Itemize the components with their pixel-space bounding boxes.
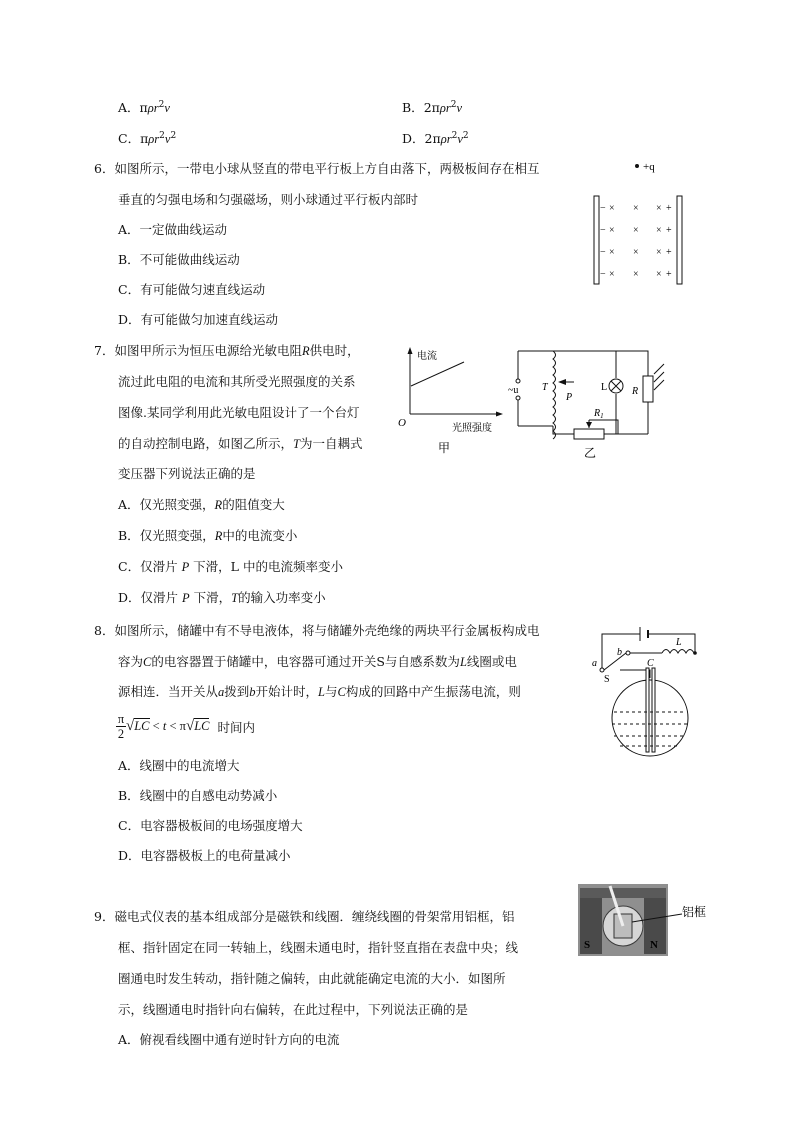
charge-label: +q: [643, 161, 655, 173]
q8-stem-line2: 容为C的电容器置于储罐中，电容器可通过开关S与自感系数为L线圈或电: [118, 654, 517, 669]
right-plate: [677, 196, 682, 284]
q6-stem-line2: 垂直的匀强电场和匀强磁场，则小球通过平行板内部时: [118, 192, 419, 207]
q6-option-d: D．有可能做匀加速直线运动: [118, 312, 279, 327]
q7-stem-line4: 的自动控制电路，如图乙所示，T为一自耦式: [118, 436, 363, 451]
q8-stem-line3: 源相连．当开关从a拨到b开始计时，L与C构成的回路中产生振荡电流，则: [118, 684, 521, 699]
transformer-coil: [553, 351, 556, 439]
label-S: S: [604, 674, 610, 685]
q8-stem-line1: 8．如图所示，储罐中有不导电液体，将与储罐外壳绝缘的两块平行金属板构成电: [94, 623, 540, 638]
label-L: L: [676, 637, 682, 648]
left-wire: [518, 351, 553, 426]
q6-stem-line1: 6．如图所示，一带电小球从竖直的带电平行板上方自由落下，两极板间存在相互: [94, 161, 540, 176]
charged-ball: [635, 164, 639, 168]
cross-mark: ×: [633, 225, 639, 236]
minus-sign: −: [600, 225, 606, 236]
x-axis-arrow: [496, 412, 503, 417]
q8-option-b: B．线圈中的自感电动势减小: [118, 788, 278, 803]
left-plate: [594, 196, 599, 284]
q9-galvanometer-photo: [578, 884, 724, 960]
q7-option-c: C．仅滑片 P 下滑，L 中的电流频率变小: [118, 559, 343, 574]
graph-caption: 甲: [438, 441, 451, 455]
minus-sign: −: [600, 247, 606, 258]
q7-lamp-control-circuit: [508, 344, 668, 462]
q6-parallel-plates-figure: [590, 158, 695, 290]
q8-option-d: D．电容器极板上的电荷量减小: [118, 848, 291, 863]
cross-mark: ×: [656, 247, 662, 258]
cross-mark: ×: [609, 247, 615, 258]
q9-stem-line1: 9．磁电式仪表的基本组成部分是磁铁和线圈．缠绕线圈的骨架常用铝框，铝: [94, 909, 515, 924]
q7-option-a: A．仅光照变强，R的阻值变大: [118, 497, 285, 512]
q9-option-a: A．俯视看线圈中通有逆时针方向的电流: [118, 1032, 340, 1047]
slider-label: P: [566, 392, 573, 403]
plus-sign: +: [666, 247, 672, 258]
x-axis-label: 光照强度: [452, 423, 492, 434]
cross-mark: ×: [609, 269, 615, 280]
q6-option-a: A．一定做曲线运动: [118, 222, 228, 237]
label-b: b: [617, 647, 622, 658]
q7-option-b: B．仅光照变强，R中的电流变小: [118, 528, 298, 543]
origin-label: O: [398, 417, 406, 429]
q7-current-vs-light-graph: [396, 346, 506, 458]
photoresistor-R: [643, 376, 653, 402]
cross-mark: ×: [633, 247, 639, 258]
lamp-label: L: [601, 382, 608, 393]
cross-mark: ×: [633, 269, 639, 280]
cross-mark: ×: [656, 203, 662, 214]
q5-option-c: C．$\pi\rho r^2v^2$: [118, 131, 177, 147]
q9-stem-line3: 圈通电时发生转动，指针随之偏转，由此就能确定电流的大小．如图所: [118, 971, 506, 986]
label-S: S: [584, 939, 591, 951]
resistor-R-label: R: [632, 386, 639, 397]
aluminum-frame-label: 铝框: [682, 905, 707, 919]
circuit-caption: 乙: [584, 446, 597, 460]
q8-time-formula: $\frac{\pi}{2}$ √LC < t < π√LC 时间内: [117, 712, 255, 741]
resistor-R1-label: $R_1$: [594, 408, 604, 420]
slider-R1-arrow: [586, 422, 592, 428]
q8-option-a: A．线圈中的电流增大: [118, 758, 240, 773]
cross-mark: ×: [633, 203, 639, 214]
contact-a: [600, 668, 604, 672]
q7-stem-line5: 变压器下列说法正确的是: [118, 466, 256, 481]
yoke: [580, 888, 666, 898]
cross-mark: ×: [656, 269, 662, 280]
q5-option-a: A．πρr$^2$v: [118, 100, 170, 116]
cross-mark: ×: [609, 225, 615, 236]
light-arrows: [654, 364, 664, 390]
q7-stem-line1: 7．如图甲所示为恒压电源给光敏电阻R供电时，: [94, 343, 360, 358]
resistor-R1: [574, 429, 604, 439]
plus-sign: +: [666, 225, 672, 236]
y-axis-label: 电流: [417, 351, 437, 362]
transformer-label: T: [542, 382, 548, 393]
tank: [612, 680, 688, 756]
source-label: ~u: [508, 385, 519, 396]
q9-stem-line4: 示，线圈通电时指针向右偏转，在此过程中，下列说法正确的是: [118, 1002, 469, 1017]
label-N: N: [650, 939, 658, 951]
q6-option-b: B．不可能做曲线运动: [118, 252, 240, 267]
q5-option-b: B．2πρr$^2$v: [402, 100, 463, 116]
current-line: [411, 362, 464, 386]
q7-stem-line3: 图像.某同学利用此光敏电阻设计了一个台灯: [118, 405, 360, 420]
label-a: a: [592, 658, 597, 669]
capacitor-plate-left: [646, 668, 649, 752]
slider-P-arrow: [558, 379, 566, 385]
minus-sign: −: [600, 203, 606, 214]
top-wire: [553, 351, 648, 376]
plus-sign: +: [666, 203, 672, 214]
minus-sign: −: [600, 269, 606, 280]
terminal-top: [516, 379, 520, 383]
fraction: $\frac{\pi}{2}$: [117, 712, 125, 741]
switch-arm: [604, 653, 626, 670]
q8-option-c: C．电容器极板间的电场强度增大: [118, 818, 303, 833]
lamp-filament: [611, 381, 621, 391]
inductor-coil: [662, 650, 694, 654]
liquid-level: [612, 712, 688, 746]
cross-mark: ×: [609, 203, 615, 214]
q8-tank-lc-circuit-figure: [590, 622, 705, 760]
cross-mark: ×: [656, 225, 662, 236]
q7-option-d: D．仅滑片 P 下滑，T的输入功率变小: [118, 590, 326, 605]
q7-stem-line2: 流过此电阻的电流和其所受光照强度的关系: [118, 374, 356, 389]
capacitor-plate-right: [652, 668, 655, 752]
y-axis-arrow: [408, 347, 413, 354]
bottom-wire: [553, 426, 648, 434]
terminal-bottom: [516, 396, 520, 400]
q9-stem-line2: 框、指针固定在同一转轴上，线圈未通电时，指针竖直指在表盘中央；线: [118, 940, 519, 955]
contact-b: [626, 651, 630, 655]
q6-option-c: C．有可能做匀速直线运动: [118, 282, 266, 297]
label-C: C: [647, 658, 654, 669]
plus-sign: +: [666, 269, 672, 280]
q5-option-d: D．$2\pi\rho r^2v^2$: [402, 131, 469, 147]
coil-terminal: [693, 651, 697, 655]
